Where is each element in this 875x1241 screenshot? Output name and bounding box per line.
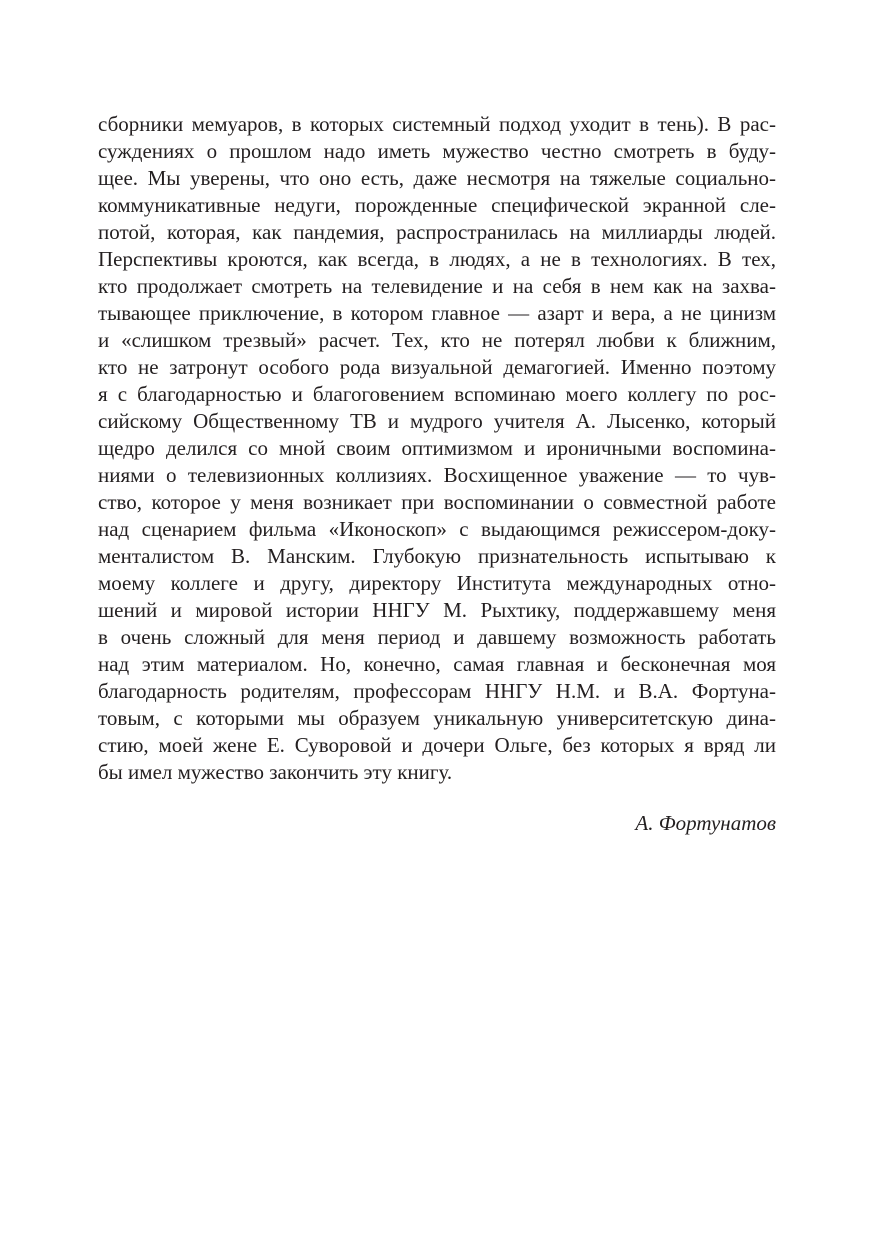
body-paragraph	[98, 111, 776, 786]
paragraph-line: Перспективы кроются, как всегда, в людях, а не в технологиях. В тех,	[98, 247, 776, 271]
paragraph-line: стию, моей жене Е. Суворовой и дочери Ольге, без которых я вряд ли	[98, 733, 776, 757]
paragraph-line: кто не затронут особого рода визуальной демагогией. Именно поэтому	[98, 355, 776, 379]
paragraph-line: потой, которая, как пандемия, распространилась на миллиарды людей.	[98, 220, 776, 244]
paragraph-line: сборники мемуаров, в которых системный подход уходит в тень). В рас-	[98, 112, 776, 136]
paragraph-line: щедро делился со мной своим оптимизмом и ироничными воспомина-	[98, 436, 776, 460]
paragraph-line: моему коллеге и другу, директору Института международных отно-	[98, 571, 776, 595]
paragraph-line: я с благодарностью и благоговением вспоминаю моего коллегу по рос-	[98, 382, 776, 406]
paragraph-line: над этим материалом. Но, конечно, самая главная и бесконечная моя	[98, 652, 776, 676]
paragraph-line: товым, с которыми мы образуем уникальную университетскую дина-	[98, 706, 776, 730]
paragraph-line: тывающее приключение, в котором главное — азарт и вера, а не цинизм	[98, 301, 776, 325]
paragraph-line: суждениях о прошлом надо иметь мужество честно смотреть в буду-	[98, 139, 776, 163]
paragraph-line: в очень сложный для меня период и давшему возможность работать	[98, 625, 776, 649]
paragraph-line: шений и мировой истории ННГУ М. Рыхтику, поддержавшему меня	[98, 598, 776, 622]
paragraph-line: сийскому Общественному ТВ и мудрого учителя А. Лысенко, который	[98, 409, 776, 433]
paragraph-line: благодарность родителям, профессорам ННГУ Н.М. и В.А. Фортуна-	[98, 679, 776, 703]
paragraph-line: коммуникативные недуги, порожденные специфической экранной сле-	[98, 193, 776, 217]
paragraph-line: бы имел мужество закончить эту книгу.	[98, 760, 453, 784]
paragraph-line: менталистом В. Манским. Глубокую признательность испытываю к	[98, 544, 776, 568]
paragraph-line: ство, которое у меня возникает при воспоминании о совместной работе	[98, 490, 776, 514]
author-signature: А. Фортунатов	[635, 811, 776, 835]
paragraph-line: и «слишком трезвый» расчет. Тех, кто не потерял любви к ближним,	[98, 328, 776, 352]
paragraph-line: над сценарием фильма «Иконоскоп» с выдающимся режиссером-доку-	[98, 517, 776, 541]
paragraph-line: щее. Мы уверены, что оно есть, даже несмотря на тяжелые социально-	[98, 166, 776, 190]
paragraph-line: ниями о телевизионных коллизиях. Восхищенное уважение — то чув-	[98, 463, 776, 487]
paragraph-line: кто продолжает смотреть на телевидение и на себя в нем как на захва-	[98, 274, 776, 298]
